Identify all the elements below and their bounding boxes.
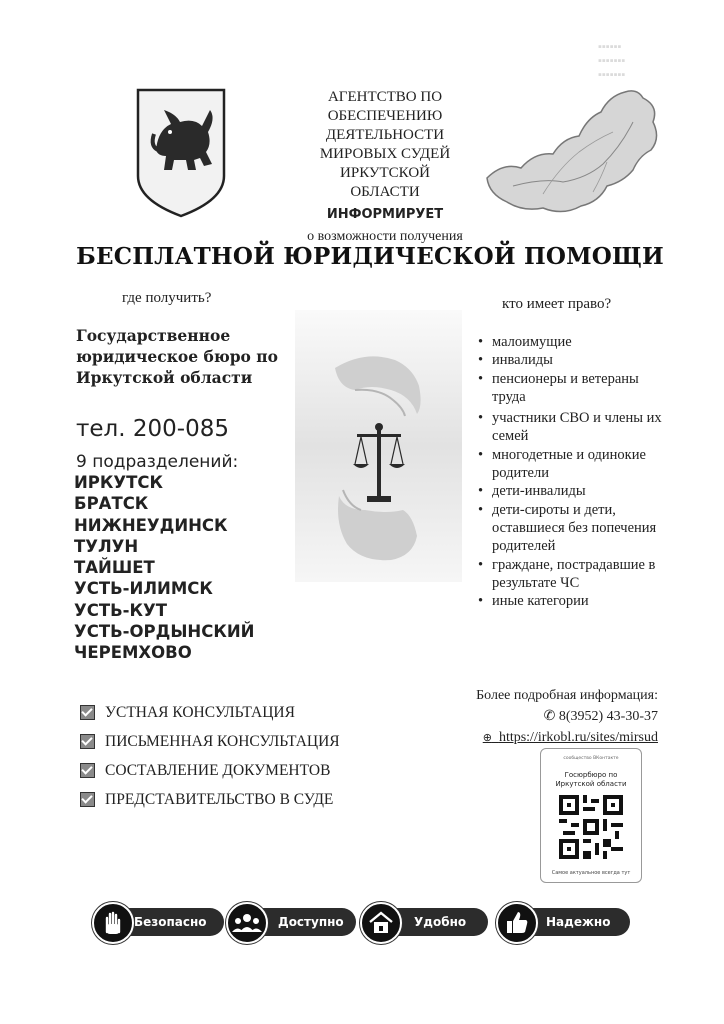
more-info-label: Более подробная информация:: [476, 688, 658, 703]
phone-icon: ✆: [543, 709, 556, 724]
checkbox-icon: [80, 705, 95, 720]
checkbox-icon: [80, 763, 95, 778]
eligible-list: [478, 333, 668, 610]
who-question: кто имеет право?: [502, 296, 612, 312]
list-item: [80, 727, 340, 756]
list-item: [80, 756, 340, 785]
contact-phone: ✆ 8(3952) 43-30-37: [543, 709, 658, 724]
services-list: [80, 698, 340, 814]
list-item: [80, 698, 340, 727]
bleed-through-text: ▪▪▪▪▪▪ ▪▪▪▪▪▪▪ ▪▪▪▪▪▪▪: [598, 41, 626, 81]
service-label: УСТНАЯ КОНСУЛЬТАЦИЯ: [105, 704, 295, 721]
badge-convenient: Удобно: [374, 908, 488, 936]
service-label: ПРЕДСТАВИТЕЛЬСТВО В СУДЕ: [105, 791, 334, 808]
informs-heading: ИНФОРМИРУЕТ: [326, 207, 444, 222]
list-item: УСТЬ-КУТ: [74, 600, 167, 620]
list-item: • участники СВО и члены их семей: [478, 409, 668, 446]
main-headline: БЕСПЛАТНОЙ ЮРИДИЧЕСКОЙ ПОМОЩИ: [76, 243, 664, 270]
list-item: • пенсионеры и ветераны труда: [478, 370, 668, 407]
list-item: • многодетные и одинокие родители: [478, 446, 668, 483]
list-item: ТУЛУН: [74, 536, 139, 556]
list-item: ЧЕРЕМХОВО: [74, 643, 192, 663]
qr-card: [540, 748, 642, 883]
list-item: НИЖНЕУДИНСК: [74, 515, 228, 535]
badge-accessible: Доступно: [240, 908, 356, 936]
list-item: • иные категории: [478, 592, 668, 610]
list-item: УСТЬ-ИЛИМСК: [74, 579, 213, 599]
region-map: [483, 82, 668, 222]
list-item: ИРКУТСК: [74, 473, 163, 492]
justice-illustration: [295, 310, 462, 582]
coat-of-arms: [136, 88, 226, 218]
checkbox-icon: [80, 792, 95, 807]
list-item: БРАТСК: [74, 494, 149, 514]
hand-stop-icon: [92, 902, 134, 944]
list-item: • граждане, пострадавшие в результате ЧС: [478, 556, 668, 593]
list-item: [80, 785, 340, 814]
bureau-name: Государственное юридическое бюро по Иркутской области: [76, 326, 278, 387]
agency-name: АГЕНТСТВО ПО ОБЕСПЕЧЕНИЮ ДЕЯТЕЛЬНОСТИ МИРОВЫХ СУДЕЙ ИРКУТСКОЙ ОБЛАСТИ: [319, 89, 451, 200]
contact-info: [430, 685, 658, 749]
list-item: • малоимущие: [478, 333, 668, 351]
qr-title: Госюрбюро по Иркутской области: [555, 771, 627, 788]
list-item: • инвалиды: [478, 351, 668, 369]
region-map-icon: [483, 82, 668, 222]
possibility-text: о возможности получения: [307, 229, 463, 244]
qr-caption-bottom: Самое актуальное всегда тут: [551, 870, 631, 876]
thumbs-up-icon: [496, 902, 538, 944]
service-label: СОСТАВЛЕНИЕ ДОКУМЕНТОВ: [105, 762, 331, 779]
qr-code-icon[interactable]: [559, 795, 623, 859]
list-item: УСТЬ-ОРДЫНСКИЙ: [74, 622, 255, 642]
web-icon: ⊕: [482, 732, 492, 744]
checkbox-icon: [80, 734, 95, 749]
where-question: где получить?: [122, 290, 212, 306]
city-list: [74, 472, 254, 664]
badge-reliable: Надежно: [510, 908, 630, 936]
list-item: • дети-сироты и дети, оставшиеся без попечения родителей: [478, 501, 668, 556]
badge-safe: Безопасно: [106, 908, 224, 936]
list-item: • дети-инвалиды: [478, 482, 668, 500]
contact-link[interactable]: ⊕ https://irkobl.ru/sites/mirsud: [482, 730, 658, 745]
list-item: ТАЙШЕТ: [74, 558, 155, 578]
feature-badges: [92, 902, 632, 942]
service-label: ПИСЬМЕННАЯ КОНСУЛЬТАЦИЯ: [105, 733, 340, 750]
coat-of-arms-icon: [136, 88, 226, 218]
people-icon: [226, 902, 268, 944]
qr-caption-top: сообщество ВКонтакте: [563, 756, 619, 761]
bureau-phone: тел. 200-085: [76, 416, 229, 442]
subdivisions-label: 9 подразделений:: [76, 452, 239, 472]
scales-of-justice-icon: [353, 422, 405, 504]
lock-house-icon: [360, 902, 402, 944]
